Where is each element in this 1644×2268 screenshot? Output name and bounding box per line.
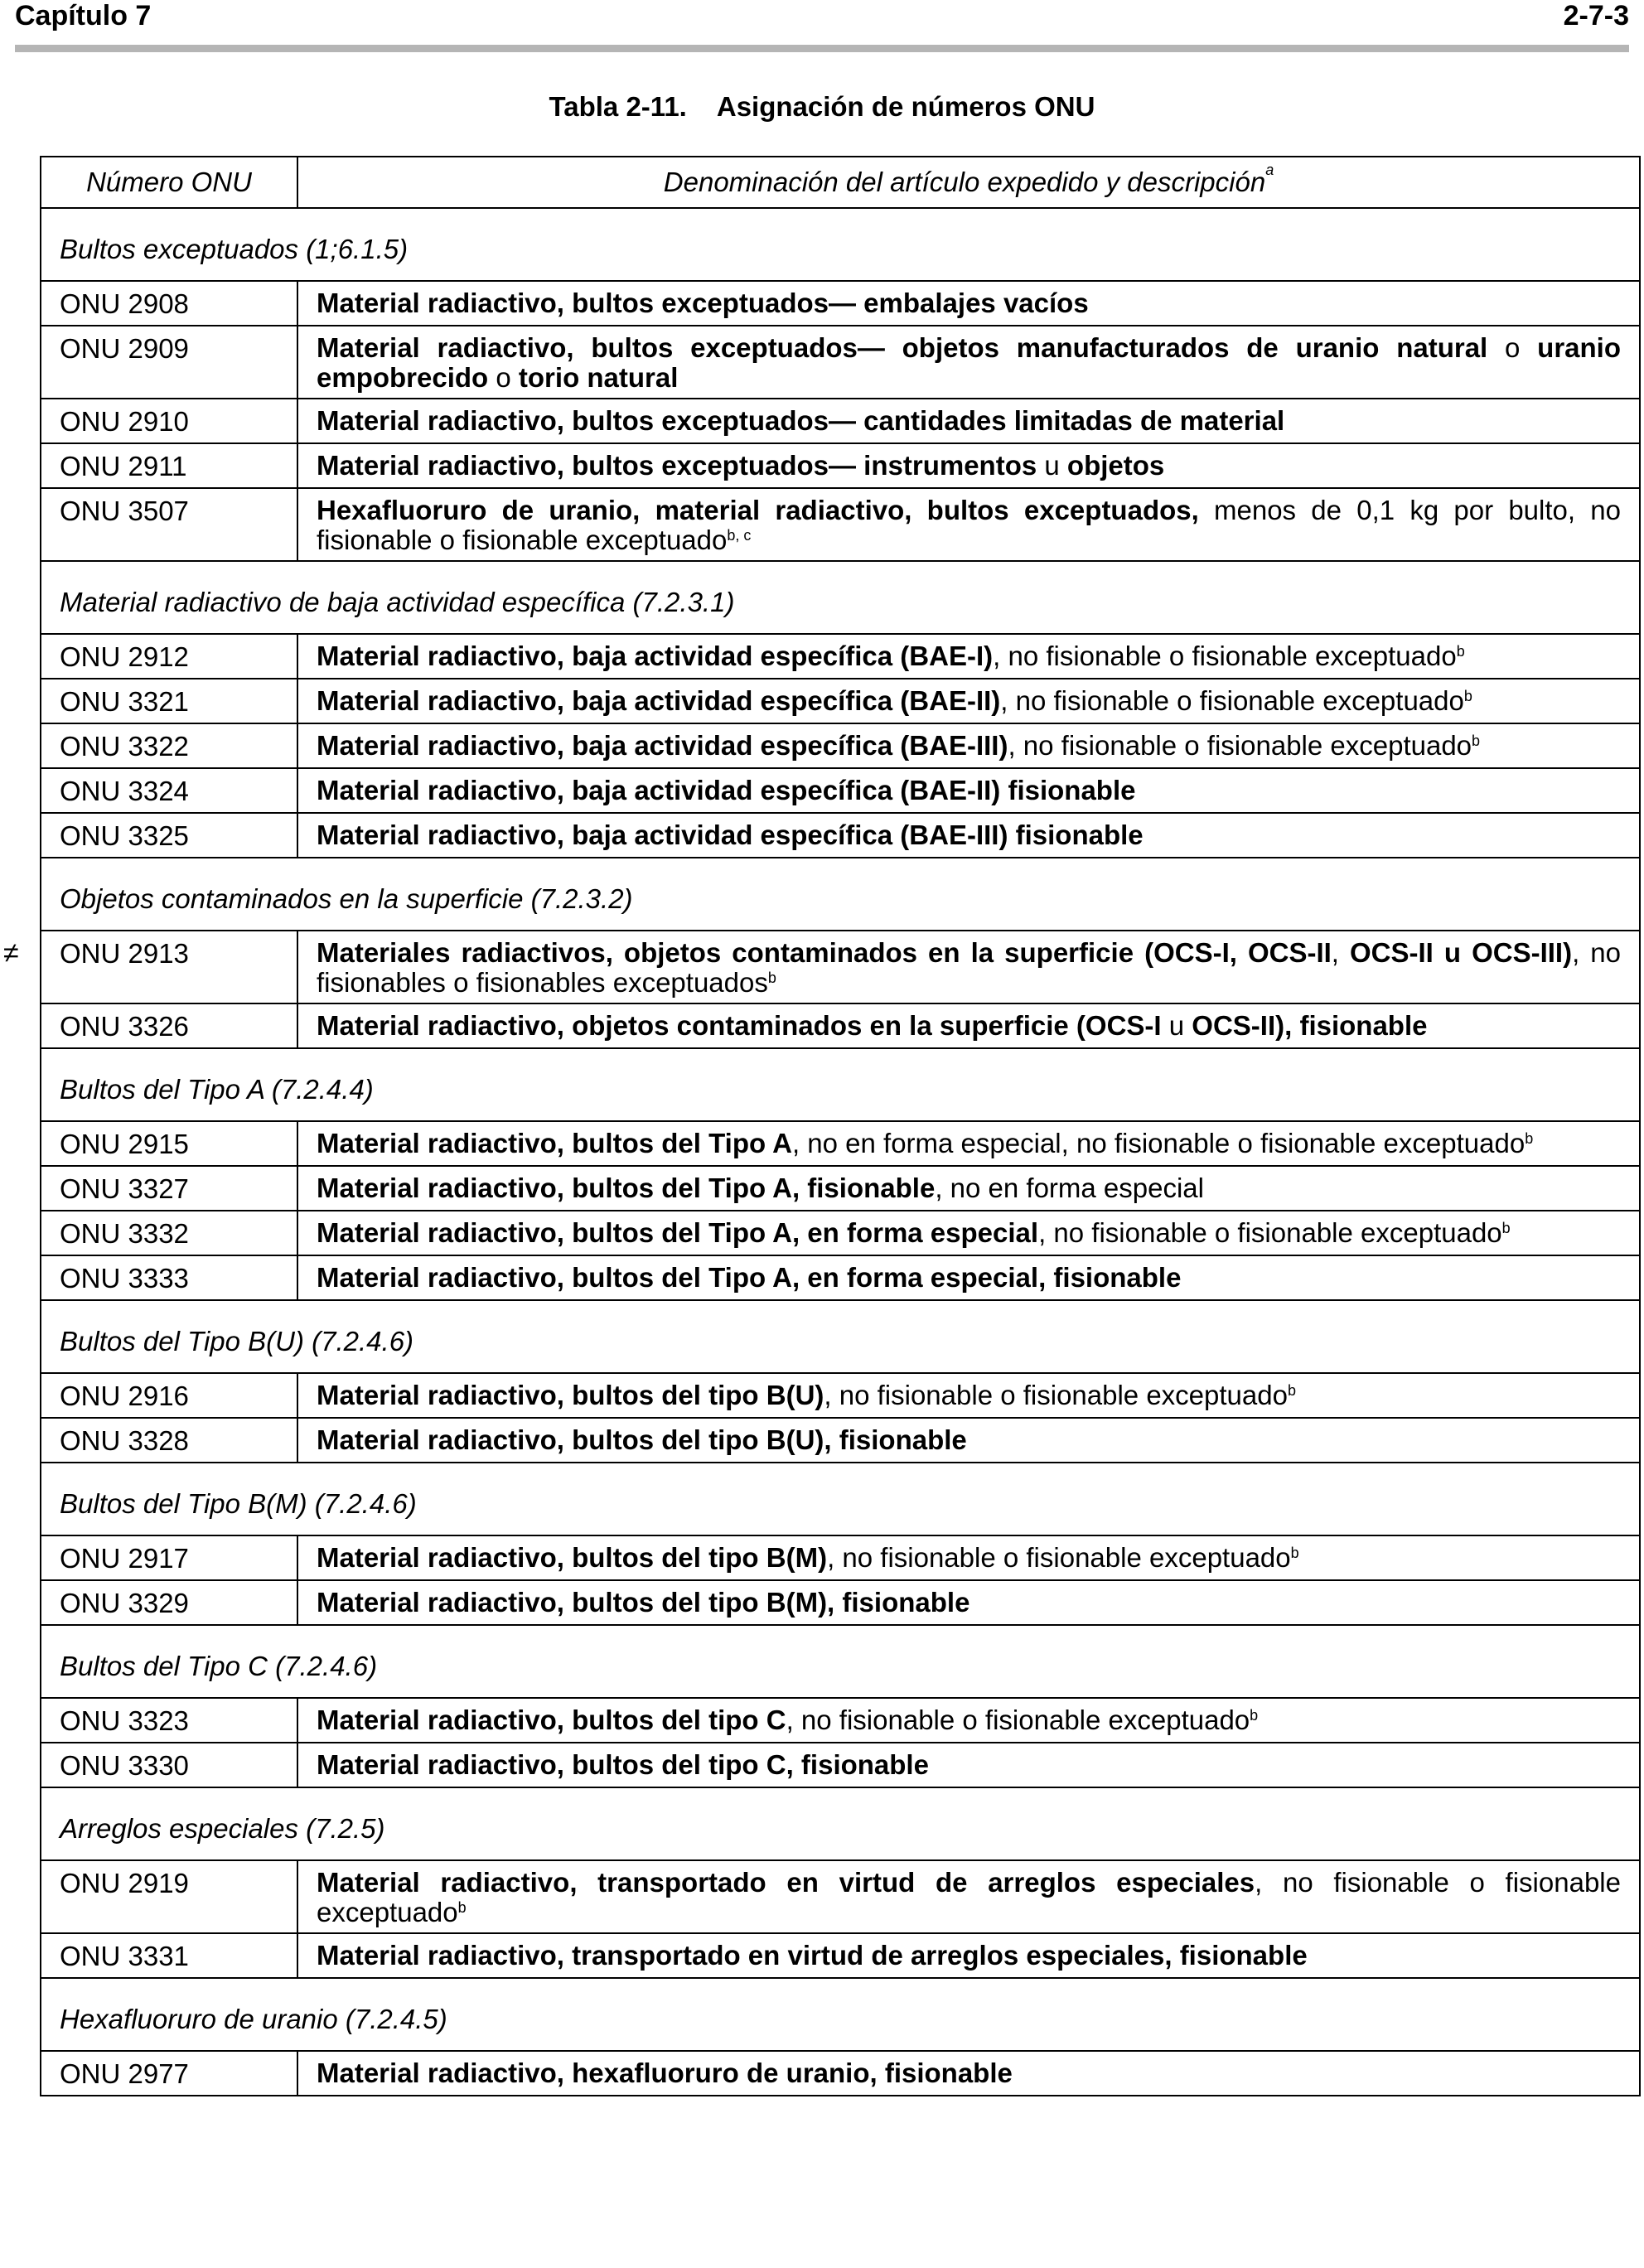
footnote-marker: b (1463, 688, 1472, 704)
table-row (41, 443, 1640, 488)
section-row (41, 1625, 1640, 1698)
section-row (41, 1300, 1640, 1373)
footnote-marker: b (1525, 1130, 1534, 1147)
un-number-cell: ONU 3327 (41, 1166, 297, 1211)
table-row (41, 1121, 1640, 1166)
table-row (41, 768, 1640, 813)
un-number-cell: ONU 2909 (41, 326, 297, 399)
description-bold-text: Material radiactivo, bultos del tipo B(U), fisionable (317, 1424, 967, 1455)
description-bold-text: Material radiactivo, bultos exceptuados— embalajes vacíos (317, 288, 1089, 318)
description-cell (297, 1211, 1640, 1255)
un-number-cell: ONU 2917 (41, 1535, 297, 1580)
section-row (41, 858, 1640, 931)
description-bold-text: Hexafluoruro de uranio, material radiactivo, bultos exceptuados, (317, 495, 1199, 525)
description-bold-text: Material radiactivo, objetos contaminados en la superficie (OCS-I (317, 1010, 1162, 1041)
description-bold-text: objetos (1066, 450, 1165, 481)
description-bold-text: Material radiactivo, baja actividad específica (BAE-II) (317, 685, 1001, 716)
footnote-marker: b (1456, 643, 1465, 660)
section-title: Bultos exceptuados (1;6.1.5) (41, 208, 1640, 281)
table-row (41, 679, 1640, 723)
un-number-cell: ONU 2913 (41, 931, 297, 1003)
page-header (15, 0, 1629, 41)
description-cell (297, 1933, 1640, 1978)
description-bold-text: Material radiactivo, transportado en virtud de arreglos especiales, fisionable (317, 1940, 1308, 1971)
description-text: , no fisionable o fisionable exceptuado (827, 1542, 1291, 1573)
description-bold-text: Material radiactivo, bultos del Tipo A (317, 1128, 792, 1158)
description-bold-text: Material radiactivo, bultos del Tipo A, en forma especial (317, 1217, 1039, 1248)
description-text: u (1161, 1010, 1192, 1041)
un-number-cell: ONU 2916 (41, 1373, 297, 1418)
section-row (41, 561, 1640, 634)
un-number-table (40, 156, 1641, 2096)
description-text: , no fisionable o fisionable exceptuado (993, 641, 1457, 671)
description-cell (297, 634, 1640, 679)
caption-title: Asignación de números ONU (716, 91, 1095, 122)
description-text: , no en forma especial (935, 1173, 1204, 1203)
un-number-cell: ONU 3332 (41, 1211, 297, 1255)
un-number-cell: ONU 3321 (41, 679, 297, 723)
description-bold-text: OCS-II u OCS-III) (1350, 937, 1573, 968)
un-number-cell: ONU 3322 (41, 723, 297, 768)
description-bold-text: Material radiactivo, baja actividad específica (BAE-III) fisionable (317, 820, 1144, 850)
section-title: Bultos del Tipo A (7.2.4.4) (41, 1048, 1640, 1121)
revision-mark: ≠ (3, 937, 19, 969)
description-bold-text: Material radiactivo, bultos exceptuados— objetos manufacturados de uranio natural (317, 332, 1488, 363)
un-number-cell: ONU 2915 (41, 1121, 297, 1166)
column-header-description-text: Denominación del artículo expedido y descripción (663, 167, 1266, 197)
description-cell (297, 1743, 1640, 1787)
description-cell (297, 931, 1640, 1003)
description-bold-text: Material radiactivo, baja actividad específica (BAE-II) fisionable (317, 775, 1136, 805)
description-cell (297, 1580, 1640, 1625)
table-row (41, 1255, 1640, 1300)
description-cell (297, 1373, 1640, 1418)
table-row (41, 1580, 1640, 1625)
description-cell (297, 1166, 1640, 1211)
section-row (41, 1463, 1640, 1535)
un-number-cell: ONU 2919 (41, 1860, 297, 1933)
description-bold-text: Material radiactivo, bultos del tipo C (317, 1705, 786, 1735)
description-cell (297, 1860, 1640, 1933)
description-cell (297, 723, 1640, 768)
description-bold-text: Material radiactivo, baja actividad específica (BAE-I) (317, 641, 994, 671)
un-number-cell: ONU 2911 (41, 443, 297, 488)
un-number-cell: ONU 3331 (41, 1933, 297, 1978)
table-row (41, 1211, 1640, 1255)
description-text: o (488, 362, 519, 393)
table-row (41, 1535, 1640, 1580)
table-row (41, 634, 1640, 679)
un-number-cell: ONU 3333 (41, 1255, 297, 1300)
table-row (41, 399, 1640, 443)
un-number-cell: ONU 2908 (41, 281, 297, 326)
section-title: Bultos del Tipo B(U) (7.2.4.6) (41, 1300, 1640, 1373)
section-title: Bultos del Tipo B(M) (7.2.4.6) (41, 1463, 1640, 1535)
description-text: , (1331, 937, 1351, 968)
table-row (41, 1166, 1640, 1211)
table-row (41, 1003, 1640, 1048)
description-cell (297, 1121, 1640, 1166)
description-bold-text: Material radiactivo, bultos del tipo C, fisionable (317, 1749, 929, 1780)
description-cell (297, 1698, 1640, 1743)
description-text: , no fisionable o fisionable exceptuado (1000, 685, 1464, 716)
description-bold-text: Material radiactivo, bultos del Tipo A, fisionable (317, 1173, 936, 1203)
un-number-cell: ONU 3328 (41, 1418, 297, 1463)
description-text: , no fisionable o fisionable exceptuado (786, 1705, 1250, 1735)
footnote-marker: b (767, 970, 776, 986)
description-bold-text: uranio empobrecido (317, 332, 1621, 393)
description-cell (297, 281, 1640, 326)
table-caption (0, 91, 1644, 123)
description-text: menos de 0,1 kg por bulto, no fisionable o fisionable exceptuado (317, 495, 1621, 555)
table-row (41, 1373, 1640, 1418)
description-cell (297, 1003, 1640, 1048)
description-cell (297, 443, 1640, 488)
description-cell (297, 2051, 1640, 2096)
description-cell (297, 1418, 1640, 1463)
un-number-cell: ONU 2977 (41, 2051, 297, 2096)
description-bold-text: Material radiactivo, transportado en virtud de arreglos especiales (317, 1867, 1255, 1898)
description-text: u (1037, 450, 1067, 481)
section-title: Hexafluoruro de uranio (7.2.4.5) (41, 1978, 1640, 2051)
table-row (41, 2051, 1640, 2096)
description-text: , no fisionable o fisionable exceptuado (1008, 730, 1472, 761)
description-bold-text: Material radiactivo, bultos del tipo B(M) (317, 1542, 828, 1573)
description-bold-text: Material radiactivo, hexafluoruro de uranio, fisionable (317, 2058, 1013, 2088)
table-row (41, 281, 1640, 326)
footnote-marker: b (1501, 1220, 1511, 1236)
footnote-marker: b (457, 1899, 467, 1916)
table-row (41, 1933, 1640, 1978)
table-row (41, 1743, 1640, 1787)
description-bold-text: Materiales radiactivos, objetos contaminados en la superficie (OCS-I, OCS-II (317, 937, 1332, 968)
description-text: , no fisionable o fisionable exceptuado (824, 1380, 1288, 1410)
description-text: , no en forma especial, no fisionable o fisionable exceptuado (791, 1128, 1526, 1158)
description-cell (297, 399, 1640, 443)
table-row (41, 1418, 1640, 1463)
description-bold-text: Material radiactivo, baja actividad específica (BAE-III) (317, 730, 1008, 761)
table-row (41, 488, 1640, 561)
description-bold-text: Material radiactivo, bultos exceptuados— instrumentos (317, 450, 1037, 481)
footnote-marker: b (1290, 1545, 1299, 1561)
un-number-cell: ONU 3325 (41, 813, 297, 858)
description-text: , no fisionable o fisionable exceptuado (317, 1867, 1621, 1927)
description-bold-text: Material radiactivo, bultos exceptuados— cantidades limitadas de material (317, 405, 1285, 436)
description-cell (297, 1535, 1640, 1580)
un-number-cell: ONU 3323 (41, 1698, 297, 1743)
header-rule (15, 45, 1629, 52)
section-row (41, 1048, 1640, 1121)
table-row (41, 723, 1640, 768)
un-number-cell: ONU 3330 (41, 1743, 297, 1787)
caption-number: Tabla 2-11. (549, 91, 687, 122)
un-number-cell: ONU 3507 (41, 488, 297, 561)
table-row (41, 1698, 1640, 1743)
description-bold-text: Material radiactivo, bultos del tipo B(M), fisionable (317, 1587, 970, 1618)
section-title: Material radiactivo de baja actividad específica (7.2.3.1) (41, 561, 1640, 634)
description-text: , no fisionable o fisionable exceptuado (1038, 1217, 1502, 1248)
table-body (41, 208, 1640, 2096)
footnote-marker: b (1287, 1382, 1296, 1399)
description-cell (297, 326, 1640, 399)
description-text: , no fisionables o fisionables exceptuados (317, 937, 1622, 998)
footnote-marker: b (1250, 1707, 1259, 1724)
description-text: o (1487, 332, 1538, 363)
un-number-cell: ONU 3329 (41, 1580, 297, 1625)
section-title: Arreglos especiales (7.2.5) (41, 1787, 1640, 1860)
table-header-row (41, 157, 1640, 208)
table-row (41, 326, 1640, 399)
un-number-cell: ONU 3326 (41, 1003, 297, 1048)
description-bold-text: torio natural (518, 362, 679, 393)
description-cell (297, 813, 1640, 858)
description-cell (297, 488, 1640, 561)
description-bold-text: OCS-II), fisionable (1192, 1010, 1428, 1041)
section-row (41, 1787, 1640, 1860)
un-number-cell: ONU 2912 (41, 634, 297, 679)
table-row (41, 931, 1640, 1003)
page-number: 2-7-3 (1563, 0, 1629, 31)
description-cell (297, 1255, 1640, 1300)
column-header-number: Número ONU (41, 157, 297, 208)
description-cell (297, 679, 1640, 723)
footnote-marker: b (1472, 733, 1481, 749)
section-title: Bultos del Tipo C (7.2.4.6) (41, 1625, 1640, 1698)
chapter-label: Capítulo 7 (15, 0, 152, 31)
section-row (41, 1978, 1640, 2051)
section-row (41, 208, 1640, 281)
description-bold-text: Material radiactivo, bultos del tipo B(U) (317, 1380, 824, 1410)
column-header-description (297, 157, 1640, 208)
description-bold-text: Material radiactivo, bultos del Tipo A, en forma especial, fisionable (317, 1262, 1182, 1293)
footnote-marker: a (1265, 162, 1274, 178)
section-title: Objetos contaminados en la superficie (7.2.3.2) (41, 858, 1640, 931)
footnote-marker: b, c (727, 527, 752, 544)
un-number-cell: ONU 3324 (41, 768, 297, 813)
table-row (41, 1860, 1640, 1933)
un-number-cell: ONU 2910 (41, 399, 297, 443)
description-cell (297, 768, 1640, 813)
table-row (41, 813, 1640, 858)
